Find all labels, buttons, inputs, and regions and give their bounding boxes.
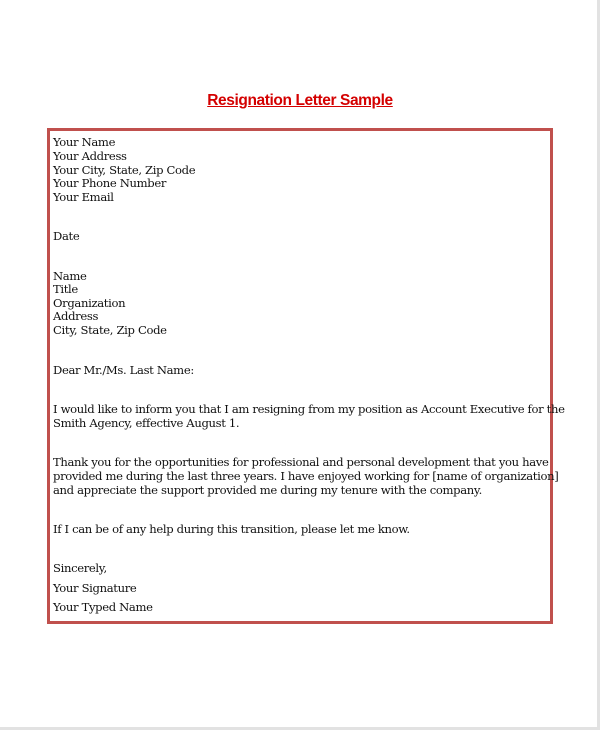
paragraph2-line: and appreciate the support provided me during my tenure with the company. xyxy=(53,483,482,497)
paragraph1-line: I would like to inform you that I am resigning from my position as Account Executive for the xyxy=(53,402,565,416)
sender-name: Your Name xyxy=(53,135,116,149)
paragraph2-line: Thank you for the opportunities for professional and personal development that you have xyxy=(53,455,549,469)
sender-email: Your Email xyxy=(53,190,114,204)
closing: Sincerely, xyxy=(53,561,107,575)
recipient-name: Name xyxy=(53,269,87,283)
typed-name: Your Typed Name xyxy=(53,600,153,614)
recipient-organization: Organization xyxy=(53,296,126,310)
recipient-address: Address xyxy=(53,309,99,323)
recipient-city: City, State, Zip Code xyxy=(53,323,167,337)
paragraph3: If I can be of any help during this transition, please let me know. xyxy=(53,522,410,536)
recipient-title: Title xyxy=(53,282,78,296)
salutation: Dear Mr./Ms. Last Name: xyxy=(53,363,194,377)
document-title: Resignation Letter Sample xyxy=(207,92,393,109)
paragraph2-line: provided me during the last three years. I have enjoyed working for [name of organization] xyxy=(53,469,559,483)
paragraph1-line: Smith Agency, effective August 1. xyxy=(53,416,240,430)
signature: Your Signature xyxy=(53,581,137,595)
letter-date: Date xyxy=(53,229,80,243)
sender-phone: Your Phone Number xyxy=(53,176,167,190)
sender-city: Your City, State, Zip Code xyxy=(53,163,196,177)
sender-address: Your Address xyxy=(53,149,127,163)
